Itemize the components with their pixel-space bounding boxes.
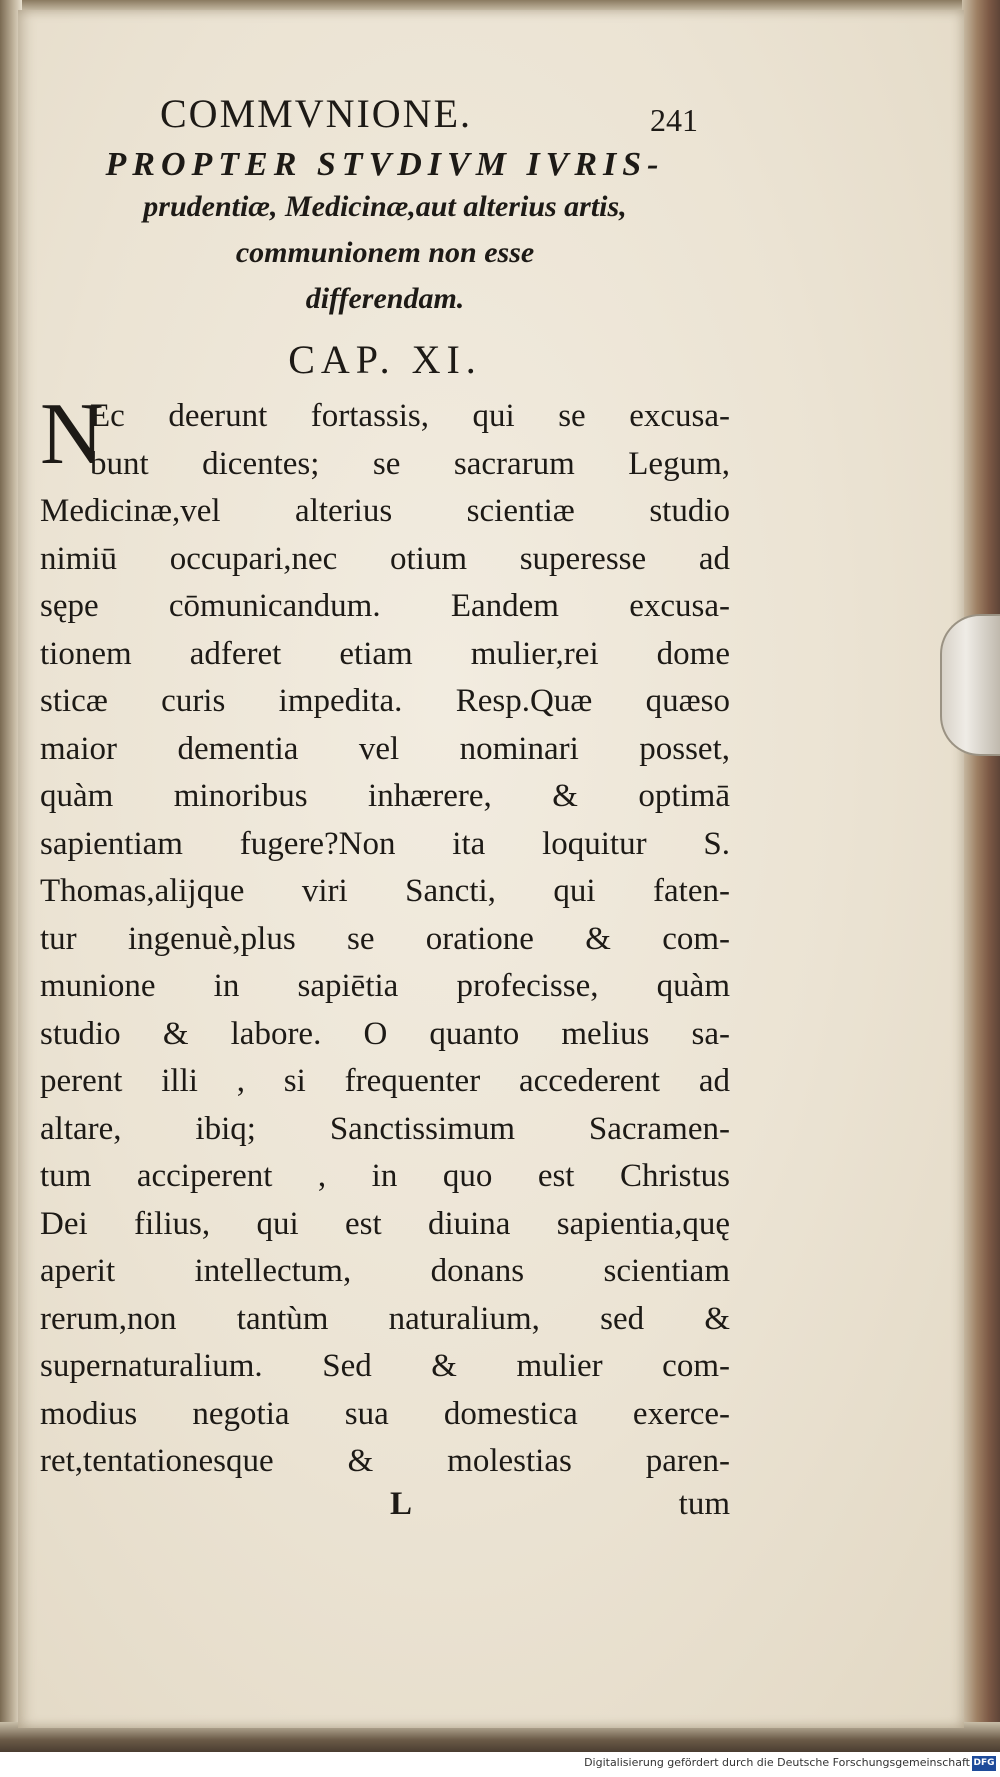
printed-text-block <box>40 90 730 1536</box>
running-head <box>40 90 730 140</box>
page-number: 241 <box>650 102 698 138</box>
signature-mark: L <box>390 1485 413 1522</box>
text-line: aperit intellectum, donans scientiam <box>40 1253 730 1289</box>
text-line: studio & labore. O quanto melius sa- <box>40 1015 730 1052</box>
book-cover-edge <box>962 0 1000 1750</box>
digitization-footer <box>0 1752 1000 1777</box>
body-text <box>40 386 730 1486</box>
dfg-logo-icon: DFG <box>972 1756 996 1771</box>
text-line: rerum,non tantùm naturalium, sed & <box>40 1300 730 1337</box>
text-line: altare, ibiq; Sanctissimum Sacramen- <box>40 1110 730 1147</box>
drop-initial: N <box>40 386 104 483</box>
chapter-heading-line: communionem non esse <box>235 236 535 269</box>
catchword: tum <box>678 1485 730 1522</box>
text-line: supernaturalium. Sed & mulier com- <box>40 1348 730 1384</box>
text-line: Dei filius, qui est diuina sapientia,quę <box>40 1205 730 1242</box>
text-line: ret,tentationesque & molestias paren- <box>40 1443 730 1479</box>
text-line: Thomas,alijque viri Sancti, qui faten- <box>40 873 730 909</box>
chapter-heading-caps: PROPTER STVDIVM IVRIS- <box>105 146 665 183</box>
text-line: quàm minoribus inhærere, & optimā <box>40 778 730 814</box>
text-line: tum acciperent , in quo est Christus <box>40 1158 730 1194</box>
text-line: Ec deerunt fortassis, qui se excusa- <box>90 398 730 434</box>
text-line: tionem adferet etiam mulier,rei dome <box>40 635 730 672</box>
text-line: sępe cōmunicandum. Eandem excusa- <box>40 588 730 624</box>
text-line: sapientiam fugere?Non ita loquitur S. <box>40 825 730 862</box>
funding-credit: Digitalisierung gefördert durch die Deutsche Forschungsgemeinschaft <box>584 1756 970 1769</box>
text-line: sticæ curis impedita. Resp.Quæ quæso <box>40 683 730 719</box>
text-line: tur ingenuè,plus se oratione & com- <box>40 920 730 957</box>
text-line: nimiū occupari,nec otium superesse ad <box>40 540 730 577</box>
signature-row <box>40 1486 730 1536</box>
running-title: COMMVNIONE. <box>160 91 472 136</box>
text-line: modius negotia sua domestica exerce- <box>40 1395 730 1432</box>
text-line: munione in sapiētia profecisse, quàm <box>40 968 730 1004</box>
chapter-heading-line: prudentiæ, Medicinæ,aut alterius artis, <box>143 190 627 223</box>
text-line: bunt dicentes; se sacrarum Legum, <box>90 445 730 482</box>
text-line: perent illi , si frequenter accederent ad <box>40 1063 730 1099</box>
chapter-heading-line: differendam. <box>305 282 465 315</box>
text-line: Medicinæ,vel alterius scientiæ studio <box>40 493 730 529</box>
chapter-number: CAP. XI. <box>288 337 482 382</box>
text-line: maior dementia vel nominari posset, <box>40 730 730 767</box>
page-clip-icon <box>940 614 1000 756</box>
